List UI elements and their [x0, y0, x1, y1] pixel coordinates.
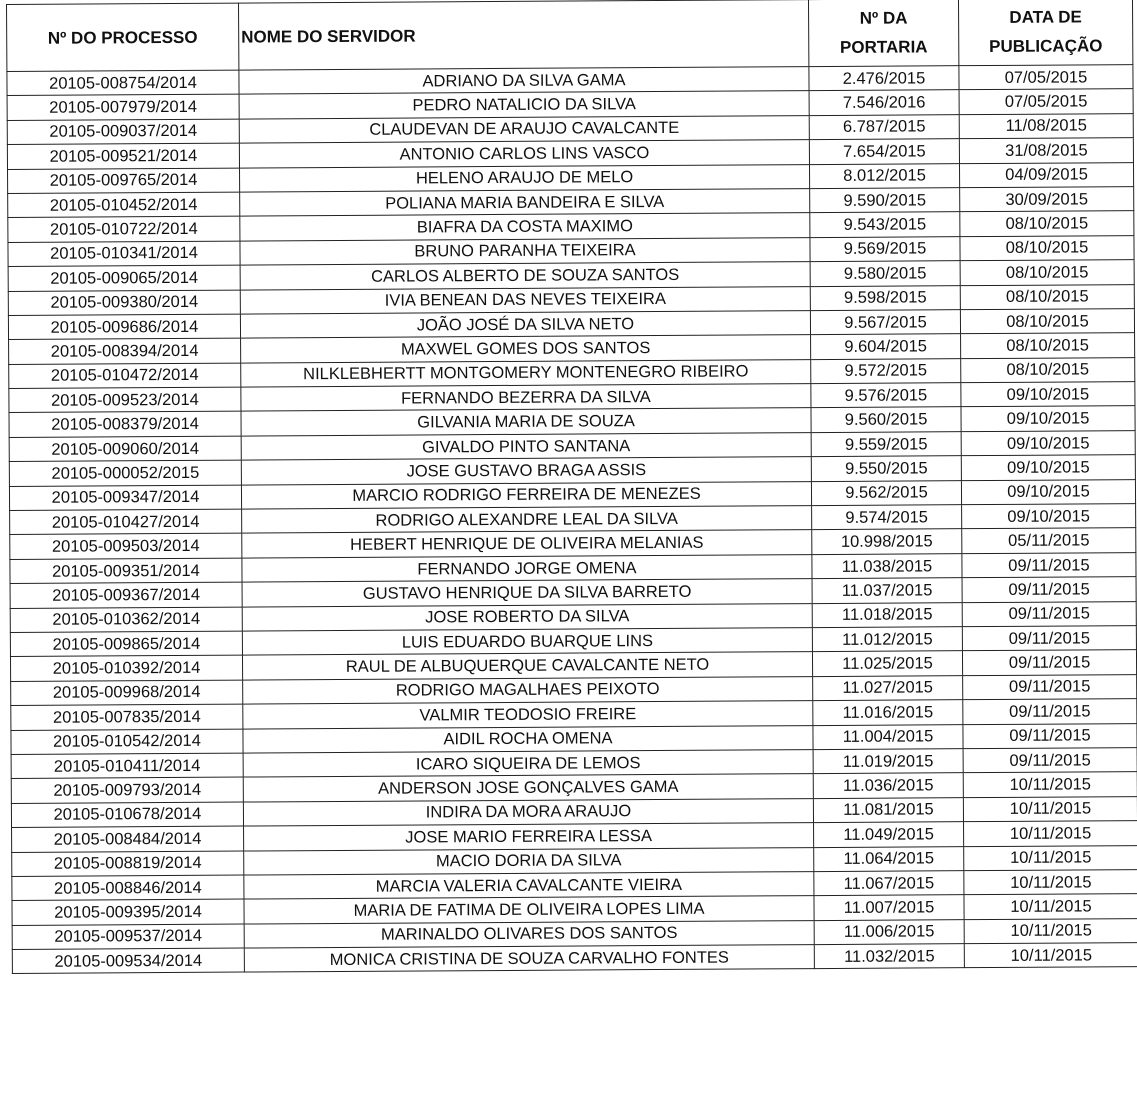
processo-cell: 20105-009503/2014 — [10, 533, 242, 559]
publicacao-cell: 09/11/2015 — [963, 723, 1137, 748]
portaria-cell: 9.569/2015 — [810, 236, 960, 261]
servidor-cell: BIAFRA DA COSTA MAXIMO — [240, 213, 810, 241]
publicacao-cell: 09/10/2015 — [961, 382, 1135, 407]
servidor-cell: CLAUDEVAN DE ARAUJO CAVALCANTE — [239, 115, 809, 143]
servidor-cell: MARCIA VALERIA CAVALCANTE VIEIRA — [244, 871, 814, 899]
processo-cell: 20105-009347/2014 — [9, 485, 241, 511]
header-publicacao-line2: PUBLICAÇÃO — [989, 36, 1103, 56]
portaria-cell: 11.081/2015 — [813, 797, 963, 822]
processo-cell: 20105-009686/2014 — [8, 314, 240, 340]
publicacao-cell: 08/10/2015 — [960, 211, 1134, 236]
processo-cell: 20105-009523/2014 — [9, 387, 241, 413]
servidor-cell: JOSE MARIO FERREIRA LESSA — [244, 823, 814, 851]
publicacao-cell: 09/11/2015 — [963, 748, 1137, 773]
processo-cell: 20105-009865/2014 — [10, 631, 242, 657]
portaria-cell: 11.025/2015 — [812, 651, 962, 676]
processo-cell: 20105-009351/2014 — [10, 558, 242, 584]
publicacao-cell: 09/10/2015 — [961, 430, 1135, 455]
processo-cell: 20105-008819/2014 — [12, 851, 244, 877]
header-portaria-line2: PORTARIA — [839, 37, 928, 57]
portaria-cell: 11.012/2015 — [812, 627, 962, 652]
publicacao-cell: 10/11/2015 — [964, 894, 1137, 919]
publicacao-cell: 10/11/2015 — [964, 869, 1137, 894]
processo-cell: 20105-010722/2014 — [8, 216, 240, 242]
servidores-table — [6, 0, 1137, 974]
header-portaria-line1: Nº DA — [859, 8, 908, 28]
processo-cell: 20105-007835/2014 — [11, 704, 243, 730]
publicacao-cell: 10/11/2015 — [964, 918, 1137, 943]
portaria-cell: 11.049/2015 — [814, 822, 964, 847]
publicacao-cell: 09/11/2015 — [963, 699, 1137, 724]
servidor-cell: FERNANDO JORGE OMENA — [242, 554, 812, 582]
portaria-cell: 11.027/2015 — [813, 675, 963, 700]
servidor-cell: ANDERSON JOSE GONÇALVES GAMA — [243, 774, 813, 802]
servidor-cell: HELENO ARAUJO DE MELO — [240, 164, 810, 192]
publicacao-cell: 08/10/2015 — [960, 284, 1134, 309]
processo-cell: 20105-010452/2014 — [8, 192, 240, 218]
publicacao-cell: 07/05/2015 — [959, 65, 1133, 90]
servidor-cell: LUIS EDUARDO BUARQUE LINS — [242, 628, 812, 656]
header-processo-label: Nº DO PROCESSO — [47, 27, 198, 48]
publicacao-cell: 09/11/2015 — [963, 674, 1137, 699]
publicacao-cell: 09/11/2015 — [962, 601, 1136, 626]
processo-cell: 20105-010411/2014 — [11, 753, 243, 779]
servidor-cell: HEBERT HENRIQUE DE OLIVEIRA MELANIAS — [242, 530, 812, 558]
publicacao-cell: 10/11/2015 — [964, 821, 1137, 846]
publicacao-cell: 09/10/2015 — [962, 504, 1136, 529]
processo-cell: 20105-010678/2014 — [11, 802, 243, 828]
header-publicacao-line1: DATA DE — [1009, 7, 1082, 27]
header-processo — [7, 3, 239, 71]
publicacao-cell: 08/10/2015 — [960, 309, 1134, 334]
processo-cell: 20105-008754/2014 — [7, 70, 239, 96]
portaria-cell: 11.016/2015 — [813, 700, 963, 725]
portaria-cell: 9.576/2015 — [811, 383, 961, 408]
processo-cell: 20105-008394/2014 — [9, 338, 241, 364]
servidor-cell: GIVALDO PINTO SANTANA — [241, 432, 811, 460]
servidor-cell: GUSTAVO HENRIQUE DA SILVA BARRETO — [242, 579, 812, 607]
portaria-cell: 11.004/2015 — [813, 724, 963, 749]
publicacao-cell: 10/11/2015 — [963, 796, 1137, 821]
portaria-cell: 8.012/2015 — [809, 163, 959, 188]
portaria-cell: 11.037/2015 — [812, 578, 962, 603]
servidor-cell: RAUL DE ALBUQUERQUE CAVALCANTE NETO — [242, 652, 812, 680]
processo-cell: 20105-008484/2014 — [12, 826, 244, 852]
portaria-cell: 7.546/2016 — [809, 90, 959, 115]
scanned-document — [6, 0, 1137, 974]
processo-cell: 20105-009968/2014 — [11, 680, 243, 706]
portaria-cell: 9.562/2015 — [811, 480, 961, 505]
servidor-cell: ADRIANO DA SILVA GAMA — [239, 67, 809, 95]
publicacao-cell: 09/11/2015 — [962, 552, 1136, 577]
portaria-cell: 11.064/2015 — [814, 846, 964, 871]
header-servidor-label: NOME DO SERVIDOR — [241, 25, 416, 47]
portaria-cell: 9.559/2015 — [811, 432, 961, 457]
servidor-cell: MAXWEL GOMES DOS SANTOS — [241, 335, 811, 363]
servidor-cell: MONICA CRISTINA DE SOUZA CARVALHO FONTES — [244, 945, 814, 973]
portaria-cell: 9.598/2015 — [810, 285, 960, 310]
portaria-cell: 7.654/2015 — [809, 139, 959, 164]
processo-cell: 20105-000052/2015 — [9, 460, 241, 486]
publicacao-cell: 10/11/2015 — [964, 845, 1137, 870]
publicacao-cell: 08/10/2015 — [960, 235, 1134, 260]
processo-cell: 20105-010427/2014 — [10, 509, 242, 535]
publicacao-cell: 11/08/2015 — [959, 113, 1133, 138]
publicacao-cell: 09/10/2015 — [961, 479, 1135, 504]
portaria-cell: 11.036/2015 — [813, 773, 963, 798]
processo-cell: 20105-009065/2014 — [8, 265, 240, 291]
servidor-cell: BRUNO PARANHA TEIXEIRA — [240, 237, 810, 265]
servidor-cell: JOSE GUSTAVO BRAGA ASSIS — [241, 457, 811, 485]
publicacao-cell: 31/08/2015 — [959, 138, 1133, 163]
servidor-cell: RODRIGO ALEXANDRE LEAL DA SILVA — [242, 506, 812, 534]
servidor-cell: RODRIGO MAGALHAES PEIXOTO — [243, 676, 813, 704]
publicacao-cell: 09/10/2015 — [961, 455, 1135, 480]
servidor-cell: JOSE ROBERTO DA SILVA — [242, 603, 812, 631]
processo-cell: 20105-010362/2014 — [10, 607, 242, 633]
servidor-cell: POLIANA MARIA BANDEIRA E SILVA — [240, 189, 810, 217]
processo-cell: 20105-008846/2014 — [12, 875, 244, 901]
processo-cell: 20105-009037/2014 — [7, 119, 239, 145]
portaria-cell: 2.476/2015 — [809, 66, 959, 91]
servidor-cell: INDIRA DA MORA ARAUJO — [243, 798, 813, 826]
portaria-cell: 11.006/2015 — [814, 919, 964, 944]
portaria-cell: 9.574/2015 — [812, 505, 962, 530]
portaria-cell: 11.019/2015 — [813, 749, 963, 774]
portaria-cell: 11.007/2015 — [814, 895, 964, 920]
publicacao-cell: 04/09/2015 — [959, 162, 1133, 187]
portaria-cell: 9.567/2015 — [810, 310, 960, 335]
processo-cell: 20105-009367/2014 — [10, 582, 242, 608]
processo-cell: 20105-010542/2014 — [11, 729, 243, 755]
publicacao-cell: 08/10/2015 — [961, 333, 1135, 358]
portaria-cell: 6.787/2015 — [809, 114, 959, 139]
portaria-cell: 11.032/2015 — [814, 944, 964, 969]
servidor-cell: JOÃO JOSÉ DA SILVA NETO — [240, 310, 810, 338]
processo-cell: 20105-007979/2014 — [7, 94, 239, 120]
servidor-cell: MARIA DE FATIMA DE OLIVEIRA LOPES LIMA — [244, 896, 814, 924]
servidor-cell: MARINALDO OLIVARES DOS SANTOS — [244, 920, 814, 948]
publicacao-cell: 08/10/2015 — [961, 357, 1135, 382]
processo-cell: 20105-008379/2014 — [9, 412, 241, 438]
publicacao-cell: 09/11/2015 — [962, 650, 1136, 675]
portaria-cell: 11.038/2015 — [812, 553, 962, 578]
servidor-cell: MACIO DORIA DA SILVA — [244, 847, 814, 875]
header-publicacao — [958, 0, 1132, 66]
portaria-cell: 11.018/2015 — [812, 602, 962, 627]
publicacao-cell: 09/11/2015 — [962, 626, 1136, 651]
portaria-cell: 9.550/2015 — [811, 456, 961, 481]
table-header-row — [7, 0, 1133, 71]
processo-cell: 20105-009534/2014 — [12, 948, 244, 974]
header-servidor — [238, 0, 808, 70]
portaria-cell: 10.998/2015 — [812, 529, 962, 554]
servidor-cell: ANTONIO CARLOS LINS VASCO — [239, 140, 809, 168]
portaria-cell: 9.604/2015 — [811, 334, 961, 359]
publicacao-cell: 09/11/2015 — [962, 577, 1136, 602]
portaria-cell: 11.067/2015 — [814, 871, 964, 896]
processo-cell: 20105-009521/2014 — [7, 143, 239, 169]
processo-cell: 20105-009060/2014 — [9, 436, 241, 462]
publicacao-cell: 09/10/2015 — [961, 406, 1135, 431]
publicacao-cell: 07/05/2015 — [959, 89, 1133, 114]
header-portaria — [808, 0, 958, 67]
publicacao-cell: 10/11/2015 — [964, 943, 1137, 968]
servidor-cell: PEDRO NATALICIO DA SILVA — [239, 91, 809, 119]
processo-cell: 20105-009395/2014 — [12, 899, 244, 925]
servidor-cell: CARLOS ALBERTO DE SOUZA SANTOS — [240, 262, 810, 290]
publicacao-cell: 30/09/2015 — [960, 187, 1134, 212]
processo-cell: 20105-010472/2014 — [9, 363, 241, 389]
portaria-cell: 9.560/2015 — [811, 407, 961, 432]
processo-cell: 20105-010392/2014 — [10, 655, 242, 681]
publicacao-cell: 05/11/2015 — [962, 528, 1136, 553]
servidor-cell: VALMIR TEODOSIO FREIRE — [243, 701, 813, 729]
portaria-cell: 9.580/2015 — [810, 261, 960, 286]
servidor-cell: FERNANDO BEZERRA DA SILVA — [241, 384, 811, 412]
processo-cell: 20105-010341/2014 — [8, 241, 240, 267]
publicacao-cell: 10/11/2015 — [963, 772, 1137, 797]
portaria-cell: 9.590/2015 — [810, 188, 960, 213]
servidor-cell: NILKLEBHERTT MONTGOMERY MONTENEGRO RIBEIRO — [241, 359, 811, 387]
servidor-cell: GILVANIA MARIA DE SOUZA — [241, 408, 811, 436]
processo-cell: 20105-009765/2014 — [8, 168, 240, 194]
processo-cell: 20105-009380/2014 — [8, 290, 240, 316]
servidor-cell: MARCIO RODRIGO FERREIRA DE MENEZES — [241, 481, 811, 509]
servidor-cell: AIDIL ROCHA OMENA — [243, 725, 813, 753]
publicacao-cell: 08/10/2015 — [960, 260, 1134, 285]
processo-cell: 20105-009793/2014 — [11, 777, 243, 803]
processo-cell: 20105-009537/2014 — [12, 924, 244, 950]
portaria-cell: 9.572/2015 — [811, 358, 961, 383]
servidor-cell: IVIA BENEAN DAS NEVES TEIXEIRA — [240, 286, 810, 314]
servidor-cell: ICARO SIQUEIRA DE LEMOS — [243, 750, 813, 778]
table-body — [7, 65, 1137, 974]
portaria-cell: 9.543/2015 — [810, 212, 960, 237]
